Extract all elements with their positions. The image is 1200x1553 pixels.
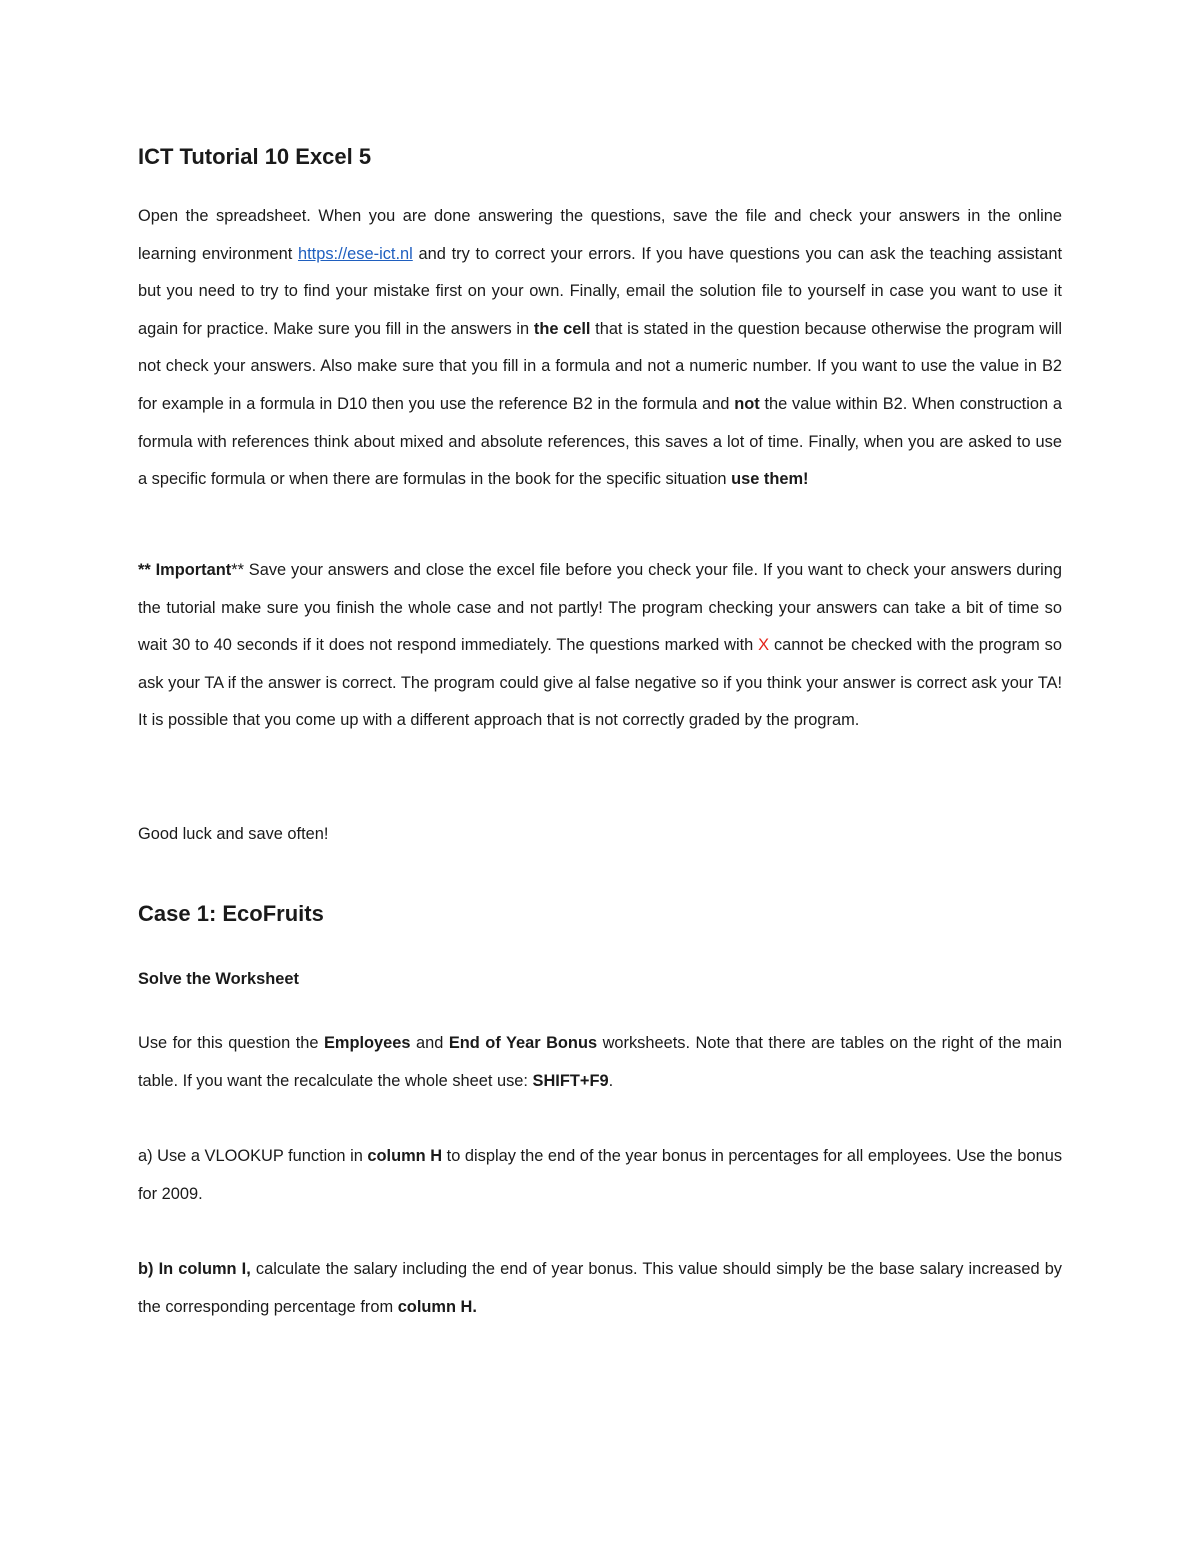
- question-b: [138, 1251, 1062, 1326]
- intro-paragraph: [138, 198, 1062, 499]
- intro-text-3: that is stated in the question because otherwise the program will not check your answers. Also make sure that you fill in a formula and not a numeric number. If you want to use the value in B2 for example in a formula in D10 then you use the reference B2 in the formula and: [138, 319, 1062, 413]
- question-a: [138, 1138, 1062, 1213]
- instruction-paragraph: [138, 1025, 1062, 1100]
- important-text-2: cannot be checked with the program so ask your TA if the answer is correct. The program could give al false negative so if you think your answer is correct ask your TA! It is possible that you come up with a different approach that is not correctly graded by the program.: [138, 636, 1062, 730]
- page-title: ICT Tutorial 10 Excel 5: [138, 144, 372, 169]
- important-label: ** Important: [138, 561, 232, 579]
- good-luck-text: Good luck and save often!: [138, 825, 329, 843]
- intro-text-2: and try to correct your errors. If you have questions you can ask the teaching assistant but you need to try to find your mistake first on your own. Finally, email the solution file to yourself in case you want to use it again for practice. Make sure you fill in the answers in: [138, 244, 1063, 338]
- question-b-bold-column: column H.: [397, 1297, 477, 1316]
- question-b-bold-label: b) In column I,: [138, 1260, 251, 1278]
- instruction-text-1: Use for this question the: [138, 1034, 324, 1052]
- intro-text-1: Open the spreadsheet. When you are done answering the questions, save the file and check your answers in the online learning environment: [138, 207, 1062, 263]
- instruction-bold-shortcut: SHIFT+F9: [532, 1071, 609, 1090]
- instruction-bold-employees: Employees: [323, 1034, 411, 1052]
- instruction-bold-bonus: End of Year Bonus: [448, 1034, 598, 1052]
- x-mark: X: [758, 636, 770, 655]
- important-paragraph: [138, 552, 1062, 740]
- question-a-text-1: a) Use a VLOOKUP function in: [138, 1147, 368, 1165]
- intro-bold-not: not: [734, 394, 760, 413]
- question-a-bold-column: column H: [367, 1147, 443, 1165]
- instruction-text-3: worksheets. Note that there are tables on the right of the main table. If you want the recalculate the whole sheet use:: [138, 1034, 1062, 1090]
- important-text-1: ** Save your answers and close the excel file before you check your file. If you want to check your answers during the tutorial make sure you finish the whole case and not partly! The program checking your answers can take a bit of time so wait 30 to 40 seconds if it does not respond immediately. The questions marked with: [138, 561, 1062, 655]
- instruction-text-4: .: [608, 1071, 614, 1090]
- ese-ict-link[interactable]: https://ese-ict.nl: [297, 244, 413, 263]
- intro-bold-the-cell: the cell: [533, 319, 591, 338]
- intro-text-4: the value within B2. When construction a formula with references think about mixed and absolute references, this saves a lot of time. Finally, when you are asked to use a specific formula or when there are formulas in the book for the specific situation: [138, 394, 1062, 489]
- case-heading: Case 1: EcoFruits: [138, 901, 324, 926]
- section-heading: Solve the Worksheet: [138, 970, 299, 988]
- question-b-text-1: calculate the salary including the end of year bonus. This value should simply be the base salary increased by the corresponding percentage from: [138, 1260, 1063, 1316]
- intro-bold-use-them: use them!: [731, 470, 809, 489]
- question-a-text-2: to display the end of the year bonus in percentages for all employees. Use the bonus for 2009.: [138, 1147, 1063, 1203]
- instruction-text-2: and: [410, 1034, 449, 1052]
